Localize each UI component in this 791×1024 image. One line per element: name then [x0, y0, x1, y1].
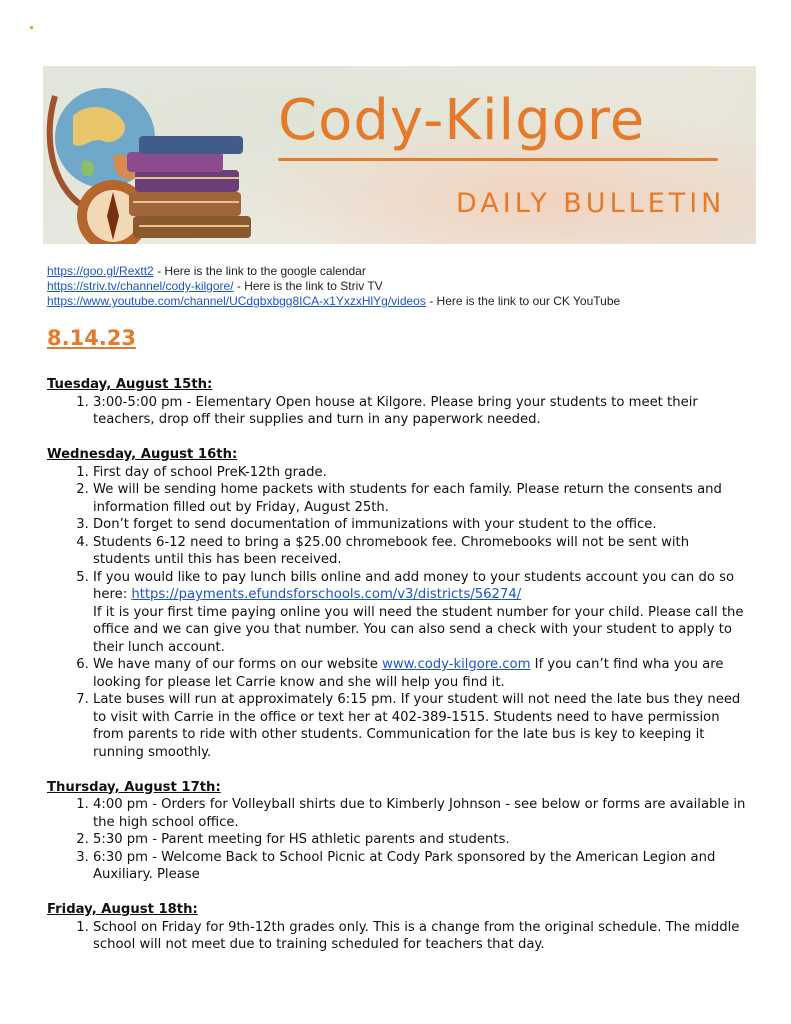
list-item: [93, 569, 747, 657]
wednesday-list: [47, 464, 747, 762]
list-item: 1. School on Friday for 9th-12th grades only. This is a change from the original schedule. The middle school will not meet due to training scheduled for teachers that day.: [93, 919, 747, 954]
list-item: 2. We will be sending home packets with students for each family. Please return the consents and information filled out by Friday, August 25th.: [93, 481, 747, 516]
day-heading-tuesday: Tuesday, August 15th:: [47, 377, 213, 392]
banner-title: Cody-Kilgore: [278, 88, 646, 153]
school-website-link[interactable]: www.cody-kilgore.com: [382, 657, 531, 672]
lunch-payment-link[interactable]: https://payments.efundsforschools.com/v3/districts/56274/: [131, 587, 522, 602]
link-description: - Here is the link to Striv TV: [233, 279, 383, 293]
list-item: 2. 5:30 pm - Parent meeting for HS athletic parents and students.: [93, 831, 747, 849]
resource-links: [47, 264, 620, 309]
list-item: 1. 4:00 pm - Orders for Volleyball shirts due to Kimberly Johnson - see below or forms are available in the high school office.: [93, 796, 747, 831]
book-2: [129, 192, 241, 216]
thursday-list: [47, 796, 747, 884]
page-marker: [30, 26, 33, 29]
list-item: 1. 3:00-5:00 pm - Elementary Open house at Kilgore. Please bring your students to meet their teachers, drop off their supplies and turn in any paperwork needed.: [93, 394, 747, 429]
link-description: - Here is the link to our CK YouTube: [425, 294, 621, 308]
link-row-striv: [47, 279, 620, 294]
friday-list: [47, 919, 747, 954]
list-item: 3. 6:30 pm - Welcome Back to School Picnic at Cody Park sponsored by the American Legion and Auxiliary. Please: [93, 849, 747, 884]
forms-text-continued: If you can’t find wha you are looking for please let Carrie know and she will help you find it.: [93, 657, 724, 690]
book-4: [127, 152, 223, 172]
day-heading-friday: Friday, August 18th:: [47, 902, 198, 917]
list-item: [93, 656, 747, 691]
list-item: 7. Late buses will run at approximately 6:15 pm. If your student will not need the late bus they need to visit with Carrie in the office or text her at 402-389-1515. Students need to have permission from parents to ride with other students. Communication for the late bus is key to keeping it running smoothly.: [93, 691, 747, 761]
forms-text: We have many of our forms on our website: [93, 657, 383, 672]
bulletin-date: 8.14.23: [47, 326, 137, 350]
google-calendar-link[interactable]: https://goo.gl/Rextt2: [47, 264, 154, 278]
lunch-text: If you would like to pay lunch bills online and add money to your students account you can do so here:: [93, 569, 735, 602]
book-3: [135, 170, 239, 192]
lunch-text-continued: If it is your first time paying online you will need the student number for your child. Please call the office and we can give you that number. You can also send a check with your student to apply to their lunch account.: [93, 604, 744, 655]
link-row-youtube: [47, 294, 620, 309]
book-top: [139, 136, 243, 154]
list-item: 1. First day of school PreK-12th grade.: [93, 464, 747, 482]
youtube-link[interactable]: https://www.youtube.com/channel/UCdgbxbgg8ICA-x1YxzxHlYg/videos: [47, 294, 426, 308]
day-heading-wednesday: Wednesday, August 16th:: [47, 447, 238, 462]
tuesday-list: [47, 394, 747, 429]
link-description: - Here is the link to the google calendar: [153, 264, 366, 278]
link-row-calendar: [47, 264, 620, 279]
list-item: 3. Don’t forget to send documentation of immunizations with your student to the office.: [93, 516, 747, 534]
list-item: 4. Students 6-12 need to bring a $25.00 chromebook fee. Chromebooks will not be sent with students until this has been received.: [93, 534, 747, 569]
banner-subtitle: DAILY BULLETIN: [456, 188, 726, 219]
bulletin-body: [47, 376, 747, 954]
striv-tv-link[interactable]: https://striv.tv/channel/cody-kilgore/: [47, 279, 234, 293]
day-heading-thursday: Thursday, August 17th:: [47, 779, 221, 795]
banner-title-underline: [278, 158, 718, 161]
header-banner: [43, 66, 756, 244]
